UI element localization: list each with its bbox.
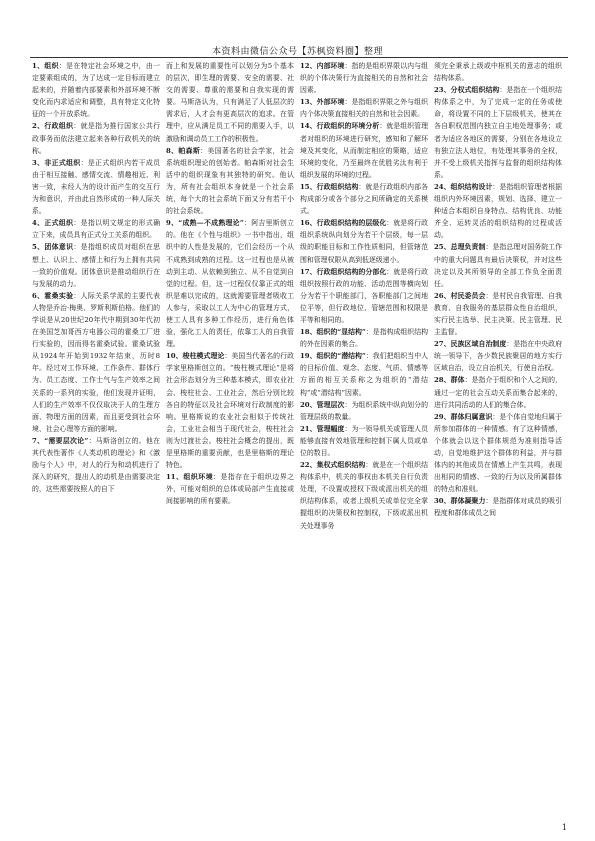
glossary-entry	[300, 423, 428, 459]
entry-definition: ：就是组织管理者对组织的环境进行研究，感知和了解环境及其变化，从而制定相应的策略，适应环境的变化，乃至最终在优胜劣汰有利于组织发展的环境的过程。	[300, 122, 428, 179]
entry-term: 22、集权式组织结构	[300, 461, 366, 470]
header-rule	[30, 57, 568, 58]
entry-term: 20、管理层次	[300, 400, 345, 409]
entry-term: 25、总理负责制	[434, 243, 486, 252]
glossary-entry	[166, 217, 294, 350]
glossary-entry	[434, 241, 562, 289]
entry-definition: ：是指在中央政府统一领导下，各少数民族聚居的地方实行区域自治，设立自治机关，行使自治权。	[434, 340, 562, 373]
entry-definition: ：是指组织界限之外与组织内个体决策直接相关的自然和社会因素。	[300, 98, 428, 119]
glossary-entry	[300, 217, 428, 265]
glossary-entry	[434, 338, 562, 374]
glossary-entry	[300, 399, 428, 423]
entry-definition: ：就是将行政组织系统纵向划分为若干个层级，每一层级的职能目标和工作性质相同，但管辖范围和管理权限从高到低逐级递小。	[300, 219, 428, 264]
entry-term: 24、组织结构设计	[434, 182, 493, 191]
page-header: 本资料由微信公众号【苏枫资料圈】整理	[211, 47, 383, 57]
entry-definition: ：人际关系学派的主要代表人物是乔治·梅奥、罗斯利斯伯格。他们的学说是从20世纪20年代中期到30年代初在美国芝加哥西方电器公司的霍桑工厂进行实验的，因而得名霍桑试验。霍桑试验从1924年开始到1932年结束，历时8年。经过对工作环境、工作条件、群体行为、员工态度、工作士气与生产效率之间关系的一系列的实验，他们发现并证明，人们的生产效率不仅仅取决于人的生理方面、物理方面的因素，而且更受到社会环境、社会心理等方面的影响。	[32, 291, 160, 433]
entry-definition: ：是个体自觉地归属于所参加群体的一种情感。有了这种情感，个体就会以这个群体规范为准则指导活动，自觉地维护这个群体的利益，并与群体内的其他成员在情感上产生共鸣，表现出相同的情感、一致的行为以及所属群体的特点和准则。	[434, 412, 562, 494]
entry-term: 10、梭柱模式理论	[166, 352, 225, 361]
entry-term: 30、群体凝聚力	[434, 497, 486, 506]
entry-definition: ：为一领导机关或管理人员能够直接有效地管理和控制下属人员或单位的数目。	[300, 424, 428, 457]
entry-term: 11、组织环境	[166, 473, 214, 482]
glossary-entry	[300, 266, 428, 326]
entry-term: 12、内部环境	[300, 62, 345, 70]
entry-definition: ：我们把组织当中人的目标价值、观念、态度、气质、情感等方面的相互关系称之为组织的“潜结构”或“潜结构”因素。	[300, 352, 428, 397]
entry-definition: ：马斯洛创立的。他在其代表性著作《人类动机的理论》和《激励与个人》中，对人的行为和动机进行了深入的研究，提出人的动机是由需要决定的，这些需要按照人的自下	[32, 436, 160, 494]
entry-term: 21、管理幅度	[300, 424, 345, 433]
column-4	[434, 60, 562, 815]
entry-term: 13、外部环境	[300, 98, 345, 107]
glossary-entry	[434, 181, 562, 241]
column-2	[166, 60, 294, 815]
document-body	[32, 60, 568, 815]
entry-definition: ：就是指为推行国家公共行政事务而依法建立起来各种行政机关的统称。	[32, 122, 160, 155]
entry-definition: ：是村民自我管理、自我教育、自我服务的基层群众性自治组织，实行民主选举、民主决策、民主管理、民主监督。	[434, 291, 562, 337]
entry-definition: ：就是行政组织内部各构成部分或各个部分之间所确定的关系模式。	[300, 182, 428, 216]
entry-definition: 须完全秉承上级或中枢机关的意志的组织结构体系。	[434, 62, 562, 83]
entry-term: 19、组织的“潜结构”	[300, 352, 366, 361]
entry-definition: ：是指群体对成员的吸引程度和群体成员之间	[434, 497, 562, 518]
entry-definition: ：阿吉里斯创立的。他在《个性与组织》一书中指出，组织中的人性是发展的，它们会经历一个从不成熟到成熟的过程。这一过程也是从被动到主动、从依赖到独立、从不自觉到自觉的过程。但，这一过程仅仅靠正式的组织是难以完成的，这就需要管理者吸收工人参与，采取以工人为中心的管理方式，使工人具有多种工作经历，进行角色体验，强化工人的责任，依靠工人的自我管理。	[166, 219, 294, 349]
glossary-entry	[166, 60, 294, 145]
entry-definition: ：是指以明文规定的形式确立下来，成员具有正式分工关系的组织。	[32, 219, 160, 240]
entry-definition: 而上和发展的重要性可以划分为5个基本的层次，即生理的需要、安全的需要、社交的需要、尊重的需要和自我实现的需要。马斯洛认为，只有满足了人低层次的需求后，人才会有更高层次的追求。在管理中，应从满足员工不同的需要入手，以激励和调动员工工作的积极性。	[166, 62, 294, 143]
glossary-entry	[32, 290, 160, 435]
entry-term: 16、行政组织结构的层级化	[300, 219, 387, 228]
glossary-entry	[32, 120, 160, 156]
page-number: 1	[561, 823, 567, 832]
entry-definition: ：是指介于组织和个人之间的，通过一定的社会互动关系而集合起来的，进行共同活动的人们的集合体。	[434, 376, 562, 409]
glossary-entry	[32, 217, 160, 241]
column-1	[32, 60, 160, 815]
entry-term: 1、组织	[32, 62, 59, 70]
glossary-entry	[434, 84, 562, 181]
entry-term: 17、行政组织结构的分部化	[300, 267, 387, 276]
entry-term: 28、群体	[434, 376, 465, 385]
entry-definition: ：是指总理对国务院工作中的重大问题具有最后决策权，并对这些决定以及其所领导的全部工作负全面责任。	[434, 243, 562, 288]
entry-definition: ：就是将行政组织按照行政的功能、活动范围等横向划分为若干个职能部门，各职能部门之间地位平等，但行政地位、管辖范围和权限是平等和相同的。	[300, 267, 428, 324]
glossary-entry	[434, 290, 562, 338]
glossary-entry	[32, 157, 160, 217]
entry-definition: ：为组织系统中纵向划分的管理层级的数量。	[300, 400, 428, 421]
glossary-entry	[166, 350, 294, 471]
entry-definition: ：是指在一个组织结构体系之中，为了完成一定的任务或使命，将设置不同的上下层级机关，使其在各自职权范围内独立自主地处理事务；或者为适应各地区的需要，分别在各地设立有独立法人地位，有处理其事务的全权，并不受上级机关指挥与监督的组织结构体系。	[434, 86, 562, 179]
column-3	[300, 60, 428, 815]
entry-definition: ：是指组织管理者根据组织内外环境因素，规划、选择、建立一种适合本组织自身特点、结构优良、功能齐全、运转灵活的组织结构的过程或活动。	[434, 182, 562, 240]
glossary-entry	[32, 241, 160, 289]
entry-term: 3、非正式组织	[32, 158, 81, 167]
entry-term: 18、组织的“显结构”	[300, 328, 366, 337]
glossary-entry	[300, 350, 428, 398]
entry-term: 29、群体归属意识	[434, 412, 493, 421]
entry-term: 26、村民委员会	[434, 291, 486, 300]
entry-term: 9、“成熟—不成熟理论”	[166, 219, 244, 228]
glossary-entry	[300, 326, 428, 350]
entry-term: 5、团体意识	[32, 243, 74, 252]
entry-definition: ：是指组织成员对组织在思想上、认识上、感情上和行为上拥有共同一致的价值观。团体意识是推动组织行在与发展的动力。	[32, 243, 160, 288]
entry-definition: ：美国著名的社会学家，社会系统组织理论的创始者。帕森斯对社会生活中的组织现象有其独特的研究。他认为，所有社会组织本身就是一个社会系统，每个大的社会系统下面又分有若干小的社会系统。	[166, 146, 294, 216]
glossary-entry	[300, 459, 428, 532]
entry-definition: ：是正式组织内若干成员由于相互接触、感情交流、情趣相近、利害一致，未经人为的设计而产生的交互行为和意识，并由此自然形成的一种人际关系。	[32, 158, 160, 216]
entry-definition: ：美国当代著名的行政学家里格斯创立的。“梭柱模式理论”是将社会形态划分为三种基本模式，即农业社会、梭柱社会、工业社会，然后分别比较各自的特征以及社会环境对行政制度的影响。里格斯说的农业社会相似于传统社会，工业社会相当于现代社会，梭柱社会则为过渡社会。梭柱社会概念的提出，既是里格斯的重要贡献，也是里格斯的理论特色。	[166, 352, 294, 470]
entry-term: 6、霍桑实验	[32, 291, 74, 300]
entry-definition: ：是在特定社会环境之中，由一定要素组成的，为了达成一定目标而建立起来的，并随着内部要素和外部环境不断变化而内求适应和调整，具有特定文化特征的一个开放系统。	[32, 62, 160, 119]
glossary-entry	[434, 411, 562, 496]
entry-term: 8、帕森斯	[166, 146, 201, 155]
entry-definition: ：是指存在于组织边界之外，可能对组织的总体或局部产生直接或间接影响的所有要素。	[166, 473, 294, 506]
entry-term: 7、“需要层次论”	[32, 436, 89, 445]
entry-term: 2、行政组织	[32, 122, 74, 131]
glossary-entry	[32, 60, 160, 120]
glossary-entry	[166, 145, 294, 218]
entry-term: 4、正式组织	[32, 219, 74, 228]
entry-definition: ：指的是组织界限以内与组织的个体决策行为直接相关的自然和社会因素。	[300, 62, 428, 95]
entry-term: 27、民族区域自治制度	[434, 340, 507, 349]
glossary-entry	[166, 471, 294, 507]
entry-term: 23、分权式组织结构	[434, 86, 500, 95]
glossary-entry	[434, 495, 562, 519]
glossary-entry	[434, 60, 562, 84]
entry-definition: ：就是在一个组织结构体系中，机关的事权由本机关自行负责处理，不设置或授权下级或派出机关的组织结构体系，或者上级机关或单位完全掌握组织的决策权和控制权，下级或派出机关处理事务	[300, 461, 428, 530]
entry-term: 15、行政组织结构	[300, 182, 359, 191]
glossary-entry	[300, 60, 428, 96]
entry-definition: ：是指构成组织结构的外在因素的集合。	[300, 328, 428, 349]
glossary-entry	[434, 374, 562, 410]
glossary-entry	[300, 181, 428, 217]
glossary-entry	[300, 120, 428, 180]
glossary-entry	[32, 435, 160, 495]
entry-term: 14、行政组织的环境分析	[300, 122, 380, 131]
glossary-entry	[300, 96, 428, 120]
